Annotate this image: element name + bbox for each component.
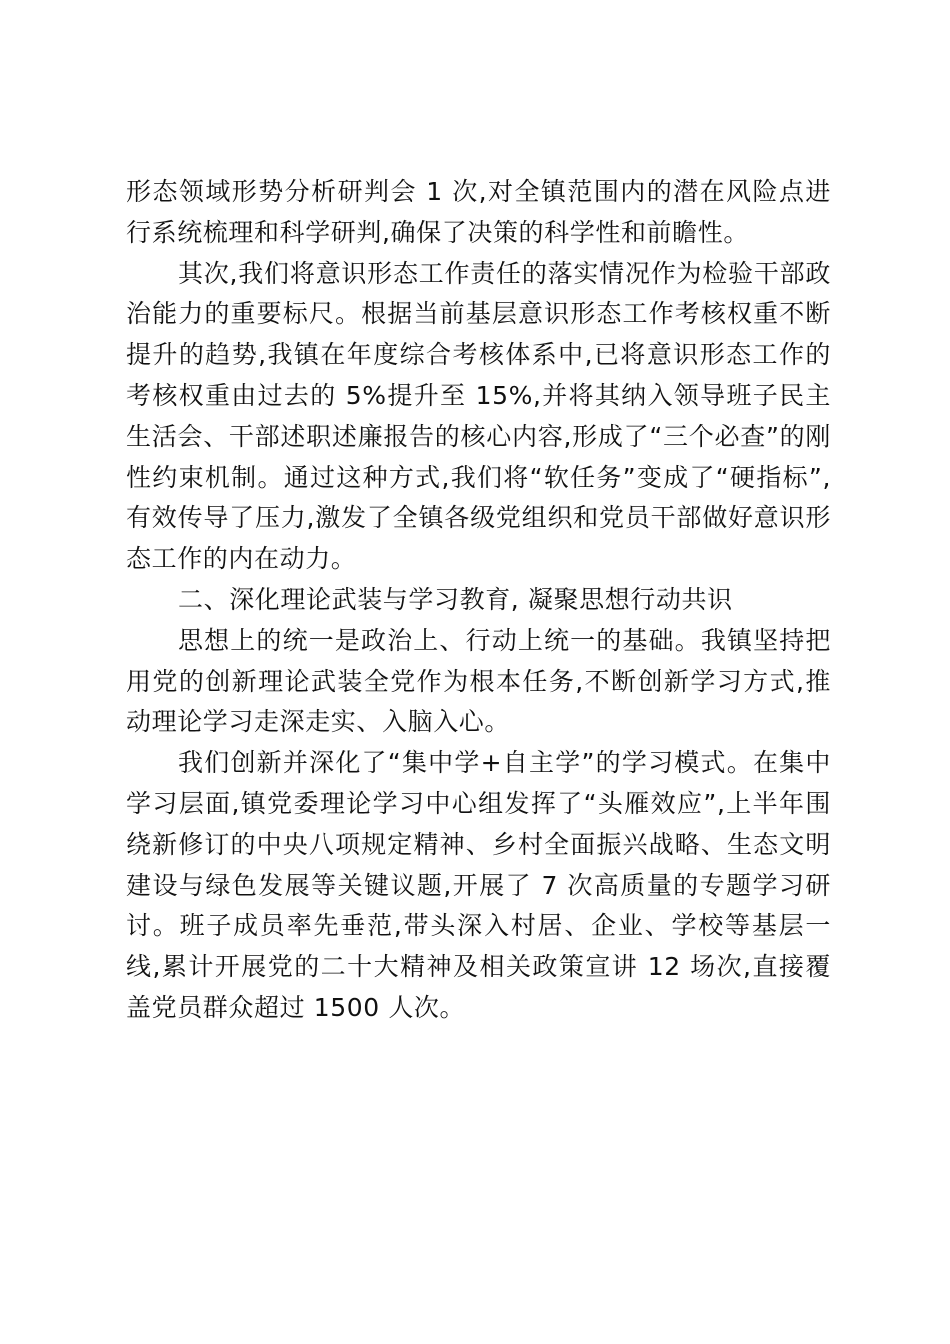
paragraph-assessment-weight: 其次,我们将意识形态工作责任的落实情况作为检验干部政治能力的重要标尺。根据当前基层意识形态工作考核权重不断提升的趋势,我镇在年度综合考核体系中,已将意识形态工作的考核权重由过去的 5%提升至 15%,并将其纳入领导班子民主生活会、干部述职述廉报告的核心内容,形成了“三个必查”的刚性约束机制。通过这种方式,我们将“软任务”变成了“硬指标”,有效传导了压力,激发了全镇各级党组织和党员干部做好意识形态工作的内在动力。 [126, 258, 831, 574]
paragraph-theory-study: 思想上的统一是政治上、行动上统一的基础。我镇坚持把用党的创新理论武装全党作为根本任务,不断创新学习方式,推动理论学习走深走实、入脑入心。 [126, 625, 831, 737]
paragraph-continuation: 形态领域形势分析研判会 1 次,对全镇范围内的潜在风险点进行系统梳理和科学研判,确保了决策的科学性和前瞻性。 [126, 177, 831, 247]
paragraph-study-model: 我们创新并深化了“集中学+自主学”的学习模式。在集中学习层面,镇党委理论学习中心组发挥了“头雁效应”,上半年围绕新修订的中央八项规定精神、乡村全面振兴战略、生态文明建设与绿色发展等关键议题,开展了 7 次高质量的专题学习研讨。班子成员率先垂范,带头深入村居、企业、学校等基层一线,累计开展党的二十大精神及相关政策宣讲 12 场次,直接覆盖党员群众超过 1500 人次。 [126, 748, 831, 1022]
document-page [126, 172, 831, 1029]
section-heading: 二、深化理论武装与学习教育, 凝聚思想行动共识 [178, 584, 733, 614]
